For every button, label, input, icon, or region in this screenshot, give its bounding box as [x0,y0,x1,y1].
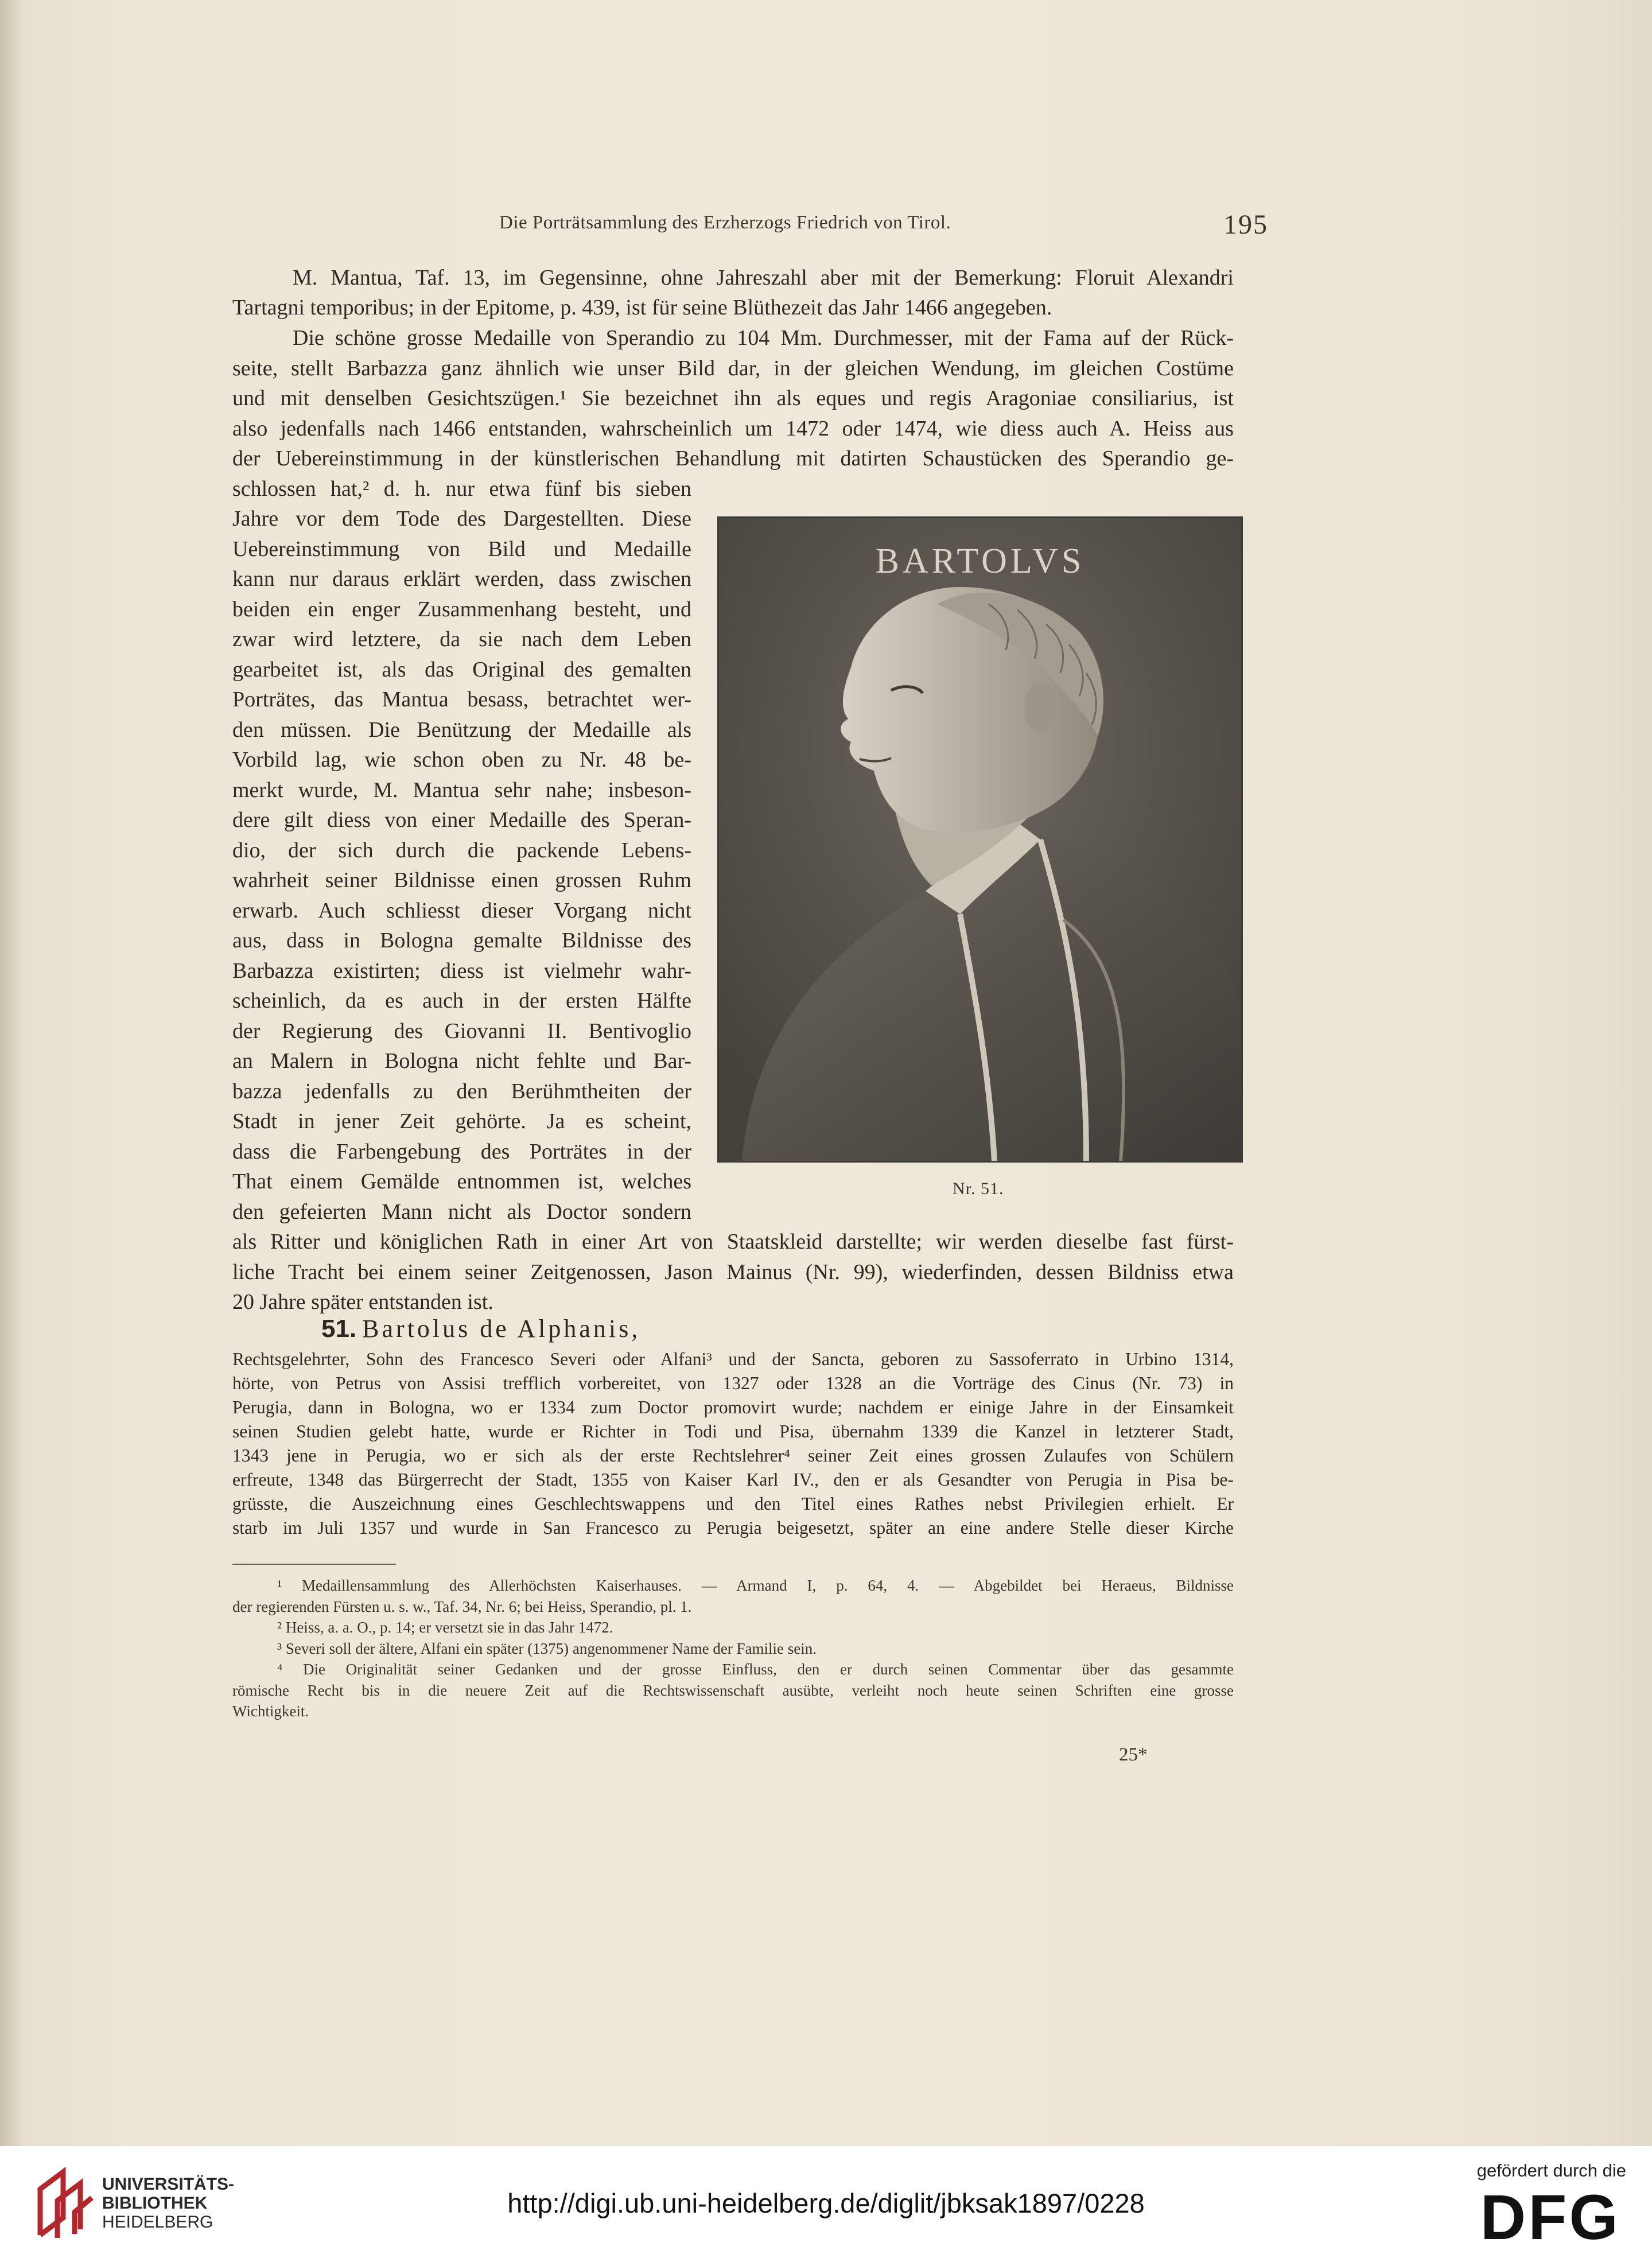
text-line: zwar wird letztere, da sie nach dem Leben [232,627,691,651]
text-line: der Uebereinstimmung in der künstlerischen Behandlung mit datirten Schaustücken des Sperandio ge- [232,446,1234,471]
text-line: gearbeitet ist, als das Original des gemalten [232,658,691,682]
entry-heading [321,1314,640,1343]
text-line: Die schöne grosse Medaille von Sperandio zu 104 Mm. Durchmesser, mit der Fama auf der Rück- [293,326,1234,350]
library-line-1: UNIVERSITÄTS- [102,2175,235,2194]
library-line-2: BIBLIOTHEK [102,2194,208,2213]
portrait-figure [717,516,1243,1163]
text-line: That einem Gemälde entnommen ist, welches [232,1169,691,1194]
source-url-link[interactable]: http://digi.ub.uni-heidelberg.de/diglit/jbksak1897/0228 [507,2188,1145,2218]
text-line: als Ritter und königlichen Rath in einer Art von Staatskleid darstellte; wir werden dieselbe fast fürst- [232,1230,1234,1254]
text-line: dere gilt diess von einer Medaille des Speran- [232,808,691,832]
text-line: aus, dass in Bologna gemalte Bildnisse des [232,928,691,953]
text-line: merkt wurde, M. Mantua sehr nahe; insbeson- [232,778,691,802]
entry-line: hörte, von Petrus von Assisi trefflich vorbereitet, von 1327 oder 1328 an die Vorträge des Cinus (Nr. 73) in [232,1373,1234,1393]
text-line: den müssen. Die Benützung der Medaille als [232,718,691,742]
footnotes [232,1575,1234,1722]
footnote-line: römische Recht bis in die neuere Zeit auf die Rechtswissenschaft ausübte, verleiht noch heute seinen Schriften eine grosse [232,1681,1234,1699]
entry-number: 51. [321,1315,357,1343]
dfg-logo: DFG [1480,2182,1620,2253]
text-line: Jahre vor dem Tode des Dargestellten. Diese [232,507,691,531]
footnote-rule [232,1564,396,1565]
entry-name: Bartolus de Alphanis, [362,1315,641,1343]
entry-line: Rechtsgelehrter, Sohn des Francesco Severi oder Alfani³ und der Sancta, geboren zu Sassoferrato in Urbino 1314, [232,1349,1234,1369]
entry-line: starb im Juli 1357 und wurde in San Francesco zu Perugia beigesetzt, später an eine andere Stelle dieser Kirche [232,1518,1234,1538]
funded-by-label: gefördert durch die [1476,2160,1626,2181]
footnote-line: ² Heiss, a. a. O., p. 14; er versetzt sie in das Jahr 1472. [277,1619,613,1636]
signature-mark: 25* [1119,1744,1148,1765]
running-title: Die Porträtsammlung des Erzherzogs Friedrich von Tirol. [499,212,951,233]
page-header [232,209,1268,247]
text-line: kann nur daraus erklärt werden, dass zwischen [232,567,691,591]
text-line: Vorbild lag, wie schon oben zu Nr. 48 be- [232,748,691,772]
footnote-line: Wichtigkeit. [232,1703,309,1720]
entry-line: grüsste, die Auszeichnung eines Geschlechtswappens und den Titel eines Rathes nebst Privilegien erhielt. Er [232,1494,1234,1514]
text-line: erwarb. Auch schliesst dieser Vorgang nicht [232,899,691,923]
entry-line: 1343 jene in Perugia, wo er sich als der erste Rechtslehrer⁴ seiner Zeit eines grossen Zulaufes von Schülern [232,1445,1234,1466]
text-line: Stadt in jener Zeit gehörte. Ja es scheint, [232,1109,691,1133]
text-line: dio, der sich durch die packende Lebens- [232,838,691,862]
text-line: an Malern in Bologna nicht fehlte und Bar- [232,1049,691,1073]
text-line: liche Tracht bei einem seiner Zeitgenossen, Jason Mainus (Nr. 99), wiederfinden, dessen Bildniss etwa [232,1260,1234,1284]
entry-line: seinen Studien gelebt hatte, wurde er Richter in Todi und Pisa, übernahm 1339 die Kanzel in letzterer Stadt, [232,1421,1234,1441]
footnote-line: der regierenden Fürsten u. s. w., Taf. 34, Nr. 6; bei Heiss, Sperandio, pl. 1. [232,1598,692,1615]
footnote-line: ³ Severi soll der ältere, Alfani ein später (1375) angenommener Name der Familie sein. [277,1639,817,1657]
text-line: Barbazza existirten; diess ist vielmehr wahr- [232,959,691,983]
text-line: der Regierung des Giovanni II. Bentivoglio [232,1019,691,1043]
text-line: schlossen hat,² d. h. nur etwa fünf bis sieben [232,477,691,501]
text-line: den gefeierten Mann nicht als Doctor sondern [232,1200,691,1224]
text-line: bazza jedenfalls zu den Berühmtheiten der [232,1079,691,1103]
page-number: 195 [1223,209,1268,240]
text-line: wahrheit seiner Bildnisse einen grossen Ruhm [232,868,691,892]
text-line: beiden ein enger Zusammenhang besteht, und [232,597,691,621]
text-line: scheinlich, da es auch in der ersten Hälfte [232,989,691,1013]
entry-line: erfreute, 1348 das Bürgerrecht der Stadt, 1355 von Kaiser Karl IV., den er als Gesandter von Perugia in Pisa be- [232,1470,1234,1490]
entry-text [232,1347,1234,1540]
text-line: dass die Farbengebung des Porträtes in der [232,1140,691,1164]
footnote-line: ¹ Medaillensammlung des Allerhöchsten Kaiserhauses. — Armand I, p. 64, 4. — Abgebildet bei Heraeus, Bildnisse [277,1577,1234,1594]
text-line: Porträtes, das Mantua besass, betrachtet wer- [232,687,691,712]
text-line: Tartagni temporibus; in der Epitome, p. 439, ist für seine Blüthezeit das Jahr 1466 angegeben. [232,296,1052,320]
text-line: und mit denselben Gesichtszügen.¹ Sie bezeichnet ihn als eques und regis Aragoniae consiliarius, ist [232,386,1234,410]
entry-line: Perugia, dann in Bologna, wo er 1334 zum Doctor promovirt wurde; nachdem er einige Jahre in der Einsamkeit [232,1397,1234,1417]
text-line: seite, stellt Barbazza ganz ähnlich wie unser Bild dar, in der gleichen Wendung, im gleichen Costüme [232,356,1234,380]
text-line: M. Mantua, Taf. 13, im Gegensinne, ohne Jahreszahl aber mit der Bemerkung: Floruit Alexandri [293,266,1234,290]
text-line: Uebereinstimmung von Bild und Medaille [232,537,691,561]
figure-caption: Nr. 51. [953,1179,1004,1198]
portrait-illustration [719,518,1241,1161]
footnote-line: ⁴ Die Originalität seiner Gedanken und der grosse Einfluss, den er durch seinen Commentar über das gesammte [277,1661,1234,1678]
text-line: also jedenfalls nach 1466 entstanden, wahrscheinlich um 1472 oder 1474, wie diess auch A. Heiss aus [232,417,1234,441]
text-line: 20 Jahre später entstanden ist. [232,1290,493,1314]
library-line-3: HEIDELBERG [102,2213,213,2232]
portrait-inscription: BARTOLVS [875,542,1085,581]
